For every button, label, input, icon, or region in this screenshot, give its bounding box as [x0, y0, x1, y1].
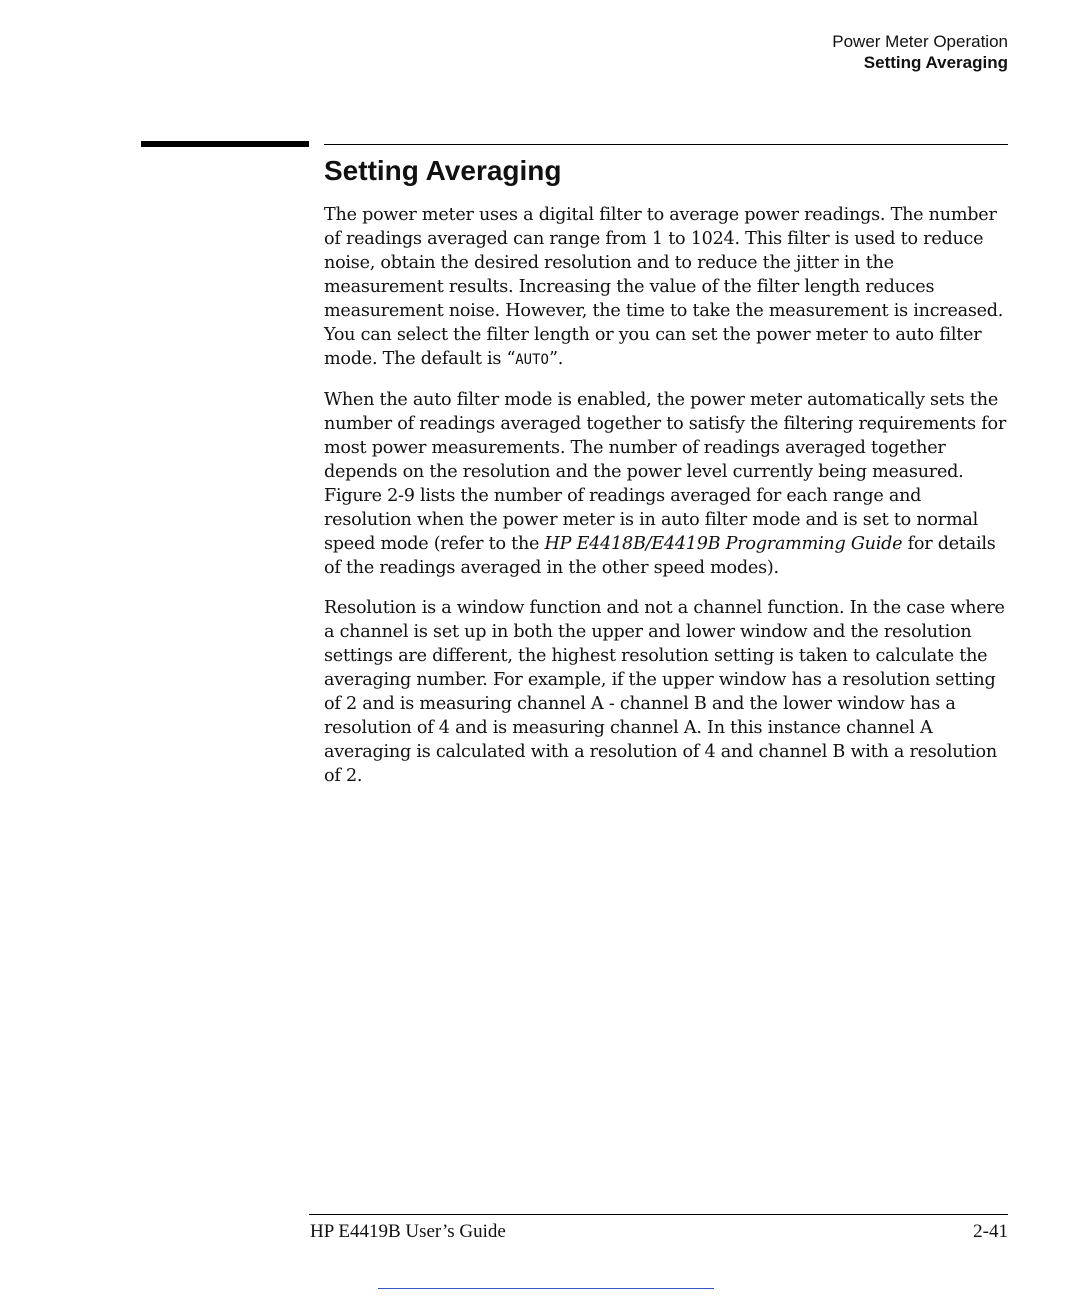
footer-page-number: 2-41	[973, 1221, 1008, 1242]
header-chapter: Power Meter Operation	[832, 32, 1008, 51]
paragraph-text: ”.	[548, 349, 564, 369]
bottom-link-underline[interactable]	[378, 1288, 714, 1289]
footer-guide-title: HP E4419B User’s Guide	[310, 1221, 506, 1242]
paragraph-text: The power meter uses a digital filter to average power readings. The number of readings averaged can range from 1 to 1024. This filter is used to reduce noise, obtain the desired resolution and to reduce the jitter in the measurement results. Increasing the value of the filter length reduces measurement noise. However, the time to take the measurement is increased. You can select the filter length or you can set the power meter to auto filter mode. The default is “	[324, 205, 1004, 369]
footer-rule	[309, 1214, 1008, 1215]
header-section: Setting Averaging	[863, 53, 1008, 72]
default-value-code: AUTO	[515, 352, 549, 368]
paragraph-filter-intro	[324, 203, 1014, 372]
paragraph-text: When the auto filter mode is enabled, the power meter automatically sets the number of readings averaged together to satisfy the filtering requirements for most power measurements. The number of readings averaged together depends on the resolution and the power level currently being measured. Figure 2-9 lists the number of readings averaged for each range and resolution when the power meter is in auto filter mode and is set to normal speed mode (refer to the	[324, 390, 1006, 554]
section-rule-thick	[141, 141, 309, 147]
paragraph-auto-filter	[324, 388, 1014, 580]
section-rule-thin	[324, 144, 1008, 145]
running-header	[832, 31, 1008, 73]
paragraph-resolution: Resolution is a window function and not a channel function. In the case where a channel is set up in both the upper and lower window and the resolution settings are different, the highest resolution setting is taken to calculate the averaging number. For example, if the upper window has a resolution setting of 2 and is measuring channel A - channel B and the lower window has a resolution of 4 and is measuring channel A. In this instance channel A averaging is calculated with a resolution of 4 and channel B with a resolution of 2.	[324, 598, 1005, 786]
main-content	[324, 154, 1014, 804]
programming-guide-reference: HP E4418B/E4419B Programming Guide	[544, 534, 903, 554]
page-title: Setting Averaging	[324, 155, 562, 186]
paragraph-text: for details of the readings averaged in the other speed modes).	[324, 534, 996, 578]
